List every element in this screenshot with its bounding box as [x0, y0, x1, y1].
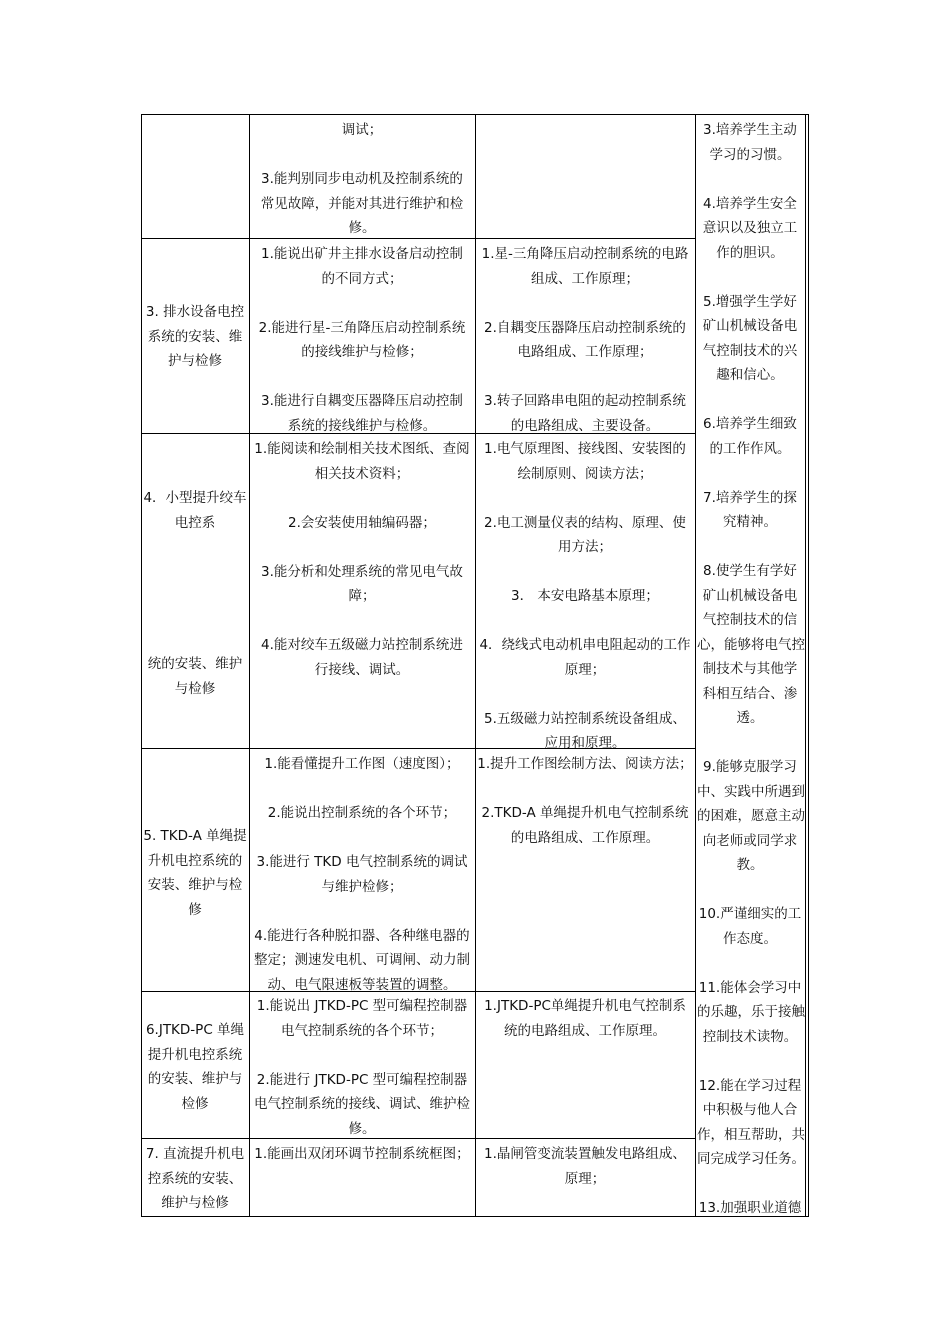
quality-gap — [697, 731, 803, 756]
quality-line: 科相互结合、渗 — [702, 685, 798, 702]
quality-gap — [697, 1172, 803, 1197]
row6-module-line: 控系统的安装、 — [147, 1170, 243, 1187]
row3-skills-line: 3.能分析和处理系统的常见电气故 — [261, 563, 463, 580]
row5-skills-line: 电气控制系统的接线、调试、维护检 — [254, 1096, 470, 1112]
row4-skills-gap — [251, 777, 473, 802]
quality-line: 12.能在学习过程 — [698, 1077, 802, 1094]
row5-knowledge-cell — [477, 994, 693, 1043]
row3-module-cell-bottom — [143, 652, 247, 701]
row2-knowledge-line: 组成、工作原理； — [531, 270, 639, 287]
row2-module-cell — [143, 300, 247, 374]
row3-knowledge-line: 4．绕线式电动机串电阻起动的工作 — [479, 637, 691, 653]
row4-module-line: 安装、维护与检 — [147, 877, 243, 893]
row4-skills-line: 整定；测速发电机、可调闸、动力制 — [254, 952, 470, 968]
row6-module-line: 7. 直流提升机电 — [145, 1146, 245, 1162]
row4-skills-line: 2.能说出控制系统的各个环节； — [267, 805, 457, 821]
quality-line: 6.培养学生细致 — [703, 416, 797, 432]
row3-knowledge-line: 原理； — [564, 661, 606, 678]
quality-line: 制技术与其他学 — [702, 661, 798, 677]
row3-knowledge-gap — [477, 682, 693, 707]
row2-skills-gap — [251, 291, 473, 316]
quality-line: 13.加强职业道德 — [698, 1200, 802, 1216]
row1-skills-gap — [251, 143, 473, 168]
quality-line: 同完成学习任务。 — [697, 1151, 805, 1167]
row5-module-line: 6.JTKD-PC 单绳 — [145, 1022, 245, 1038]
row4-module-line: 5. TKD-A 单绳提 — [143, 828, 247, 844]
row5-skills-line: 修。 — [348, 1120, 376, 1137]
quality-line: 气控制技术的信 — [702, 612, 798, 628]
row4-skills-line: 4.能进行各种脱扣器、各种继电器的 — [254, 927, 470, 944]
row3-knowledge-line: 1.电气原理图、接线图、安装图的 — [484, 441, 686, 457]
row2-knowledge-line: 3.转子回路串电阻的起动控制系统 — [484, 393, 686, 409]
quality-objectives-cell — [697, 118, 803, 1221]
quality-line: 气控制技术的兴 — [702, 342, 798, 359]
row3-knowledge-line: 绘制原则、阅读方法； — [517, 465, 653, 482]
row3-knowledge-line: 3． 本安电路基本原理； — [511, 588, 659, 604]
quality-line: 11.能体会学习中 — [698, 979, 802, 996]
row3-module-cell-top — [143, 486, 247, 535]
quality-line: 的工作作风。 — [709, 440, 791, 457]
row5-knowledge-line: 统的电路组成、工作原理。 — [504, 1022, 666, 1039]
quality-gap — [697, 1049, 803, 1074]
col-divider-1 — [249, 114, 250, 1217]
row2-module-line: 3. 排水设备电控 — [145, 304, 245, 320]
row2-skills-line: 3.能进行自耦变压器降压启动控制 — [261, 393, 463, 409]
quality-gap — [697, 388, 803, 413]
quality-line: 控制技术读物。 — [702, 1028, 798, 1045]
row3-knowledge-line: 应用和原理。 — [544, 735, 626, 751]
quality-line: 中、实践中所遇到 — [697, 783, 805, 800]
row3-module-line: 4．小型提升绞车 — [143, 490, 247, 506]
row4-knowledge-line: 的电路组成、工作原理。 — [510, 829, 660, 846]
row3-skills-line: 4.能对绞车五级磁力站控制系统进 — [261, 637, 463, 653]
quality-gap — [697, 265, 803, 290]
table-border-left — [141, 114, 142, 1217]
col-divider-2 — [475, 114, 476, 1217]
row4-skills-line: 与维护检修； — [321, 878, 403, 895]
row2-knowledge-line: 2.自耦变压器降压启动控制系统的 — [484, 319, 686, 336]
row2-skills-line: 的接线维护与检修； — [301, 344, 423, 360]
table-border-right — [805, 114, 806, 1217]
row4-module-line: 修 — [188, 901, 202, 918]
row2-knowledge-cell — [477, 242, 693, 438]
quality-line: 学习的习惯。 — [709, 146, 791, 163]
row3-module-line: 统的安装、维护 — [147, 656, 243, 672]
quality-gap — [697, 951, 803, 976]
row3-knowledge-cell — [477, 437, 693, 756]
quality-line: 4.培养学生安全 — [703, 195, 797, 212]
row6-module-line: 维护与检修 — [161, 1195, 229, 1211]
row5-skills-line: 电气控制系统的各个环节； — [281, 1022, 443, 1039]
row4-knowledge-cell — [477, 752, 693, 850]
row1-skills-line: 修。 — [348, 220, 376, 236]
row3-module-line: 电控系 — [174, 514, 216, 531]
quality-line: 心，能够将电气控 — [697, 636, 805, 653]
row2-skills-line: 的不同方式； — [321, 270, 403, 287]
row4-skills-line: 动、电气限速板等装置的调整。 — [267, 976, 457, 993]
row6-knowledge-line: 原理； — [564, 1170, 606, 1187]
quality-gap — [697, 167, 803, 192]
quality-line: 作的胆识。 — [716, 244, 784, 261]
row2-skills-line: 系统的接线维护与检修。 — [287, 417, 437, 434]
row1-skills-cell — [251, 118, 473, 241]
quality-line: 矿山机械设备电 — [702, 318, 798, 334]
row2-skills-gap — [251, 365, 473, 390]
row1-skills-line: 3.能判别同步电动机及控制系统的 — [261, 171, 463, 187]
row3-skills-gap — [251, 486, 473, 511]
row4-skills-gap — [251, 899, 473, 924]
row4-module-line: 升机电控系统的 — [147, 852, 243, 869]
quality-line: 8.使学生有学好 — [703, 563, 797, 579]
quality-line: 10.严谨细实的工 — [698, 906, 802, 922]
quality-line: 5.增强学生学好 — [703, 293, 797, 310]
row5-skills-line: 1.能说出 JTKD-PC 型可编程控制器 — [256, 998, 468, 1014]
row3-knowledge-line: 用方法； — [558, 539, 612, 555]
row2-module-line: 护与检修 — [168, 353, 222, 369]
quality-line: 的困难，愿意主动 — [697, 808, 805, 824]
row4-skills-gap — [251, 826, 473, 851]
row5-skills-cell — [251, 994, 473, 1141]
row3-knowledge-gap — [477, 486, 693, 511]
row4-knowledge-line: 1.提升工作图绘制方法、阅读方法； — [477, 756, 693, 772]
row3-skills-gap — [251, 609, 473, 634]
row6-knowledge-line: 1.晶闸管变流装置触发电路组成、 — [484, 1146, 686, 1162]
row5-module-line: 的安装、维护与 — [147, 1071, 243, 1087]
quality-gap — [697, 535, 803, 560]
row4-skills-line: 1.能看懂提升工作图（速度图）； — [264, 756, 460, 772]
row1-skills-line: 调试； — [341, 122, 383, 138]
row6-skills-line: 1.能画出双闭环调节控制系统框图； — [254, 1146, 470, 1162]
quality-gap — [697, 461, 803, 486]
quality-line: 矿山机械设备电 — [702, 587, 798, 604]
row4-skills-line: 3.能进行 TKD 电气控制系统的调试 — [256, 854, 468, 870]
row5-knowledge-line: 1.JTKD-PC单绳提升机电气控制系 — [484, 998, 686, 1014]
quality-line: 向老师或同学求 — [702, 832, 798, 849]
row3-knowledge-line: 5.五级磁力站控制系统设备组成、 — [484, 710, 686, 727]
row5-skills-line: 2.能进行 JTKD-PC 型可编程控制器 — [256, 1071, 468, 1088]
row2-knowledge-line: 1.星-三角降压启动控制系统的电路 — [481, 246, 689, 262]
quality-line: 究精神。 — [723, 514, 777, 530]
row2-knowledge-gap — [477, 291, 693, 316]
quality-line: 教。 — [736, 857, 764, 873]
row2-skills-cell — [251, 242, 473, 438]
row3-knowledge-line: 2.电工测量仪表的结构、原理、使 — [484, 514, 686, 531]
row3-skills-cell — [251, 437, 473, 682]
row1-skills-line: 常见故障，并能对其进行维护和检 — [260, 195, 464, 212]
row2-knowledge-gap — [477, 365, 693, 390]
row2-knowledge-line: 的电路组成、主要设备。 — [510, 417, 660, 434]
row3-skills-line: 行接线、调试。 — [314, 661, 410, 678]
row5-module-line: 检修 — [181, 1095, 209, 1112]
row6-skills-cell — [251, 1142, 473, 1167]
row3-skills-line: 障； — [348, 588, 376, 604]
quality-line: 趣和信心。 — [716, 367, 784, 383]
row4-module-cell — [143, 824, 247, 922]
row3-skills-gap — [251, 535, 473, 560]
quality-line: 7.培养学生的探 — [703, 489, 797, 506]
row5-module-cell — [143, 1018, 247, 1116]
quality-line: 中积极与他人合 — [702, 1102, 798, 1118]
row2-skills-line: 2.能进行星-三角降压启动控制系统 — [258, 319, 466, 336]
col-divider-3 — [695, 114, 696, 1217]
row5-skills-gap — [251, 1043, 473, 1068]
row4-knowledge-gap — [477, 777, 693, 802]
row3-knowledge-gap — [477, 560, 693, 585]
quality-line: 透。 — [736, 710, 764, 726]
row3-module-line: 与检修 — [174, 680, 216, 697]
row2-module-line: 系统的安装、维 — [147, 328, 243, 345]
row3-knowledge-gap — [477, 609, 693, 634]
row3-skills-line: 相关技术资料； — [314, 465, 410, 482]
row2-knowledge-line: 电路组成、工作原理； — [517, 344, 653, 360]
quality-line: 意识以及独立工 — [702, 220, 798, 236]
row3-skills-line: 2.会安装使用轴编码器； — [288, 514, 436, 531]
quality-gap — [697, 878, 803, 903]
quality-line: 作，相互帮助，共 — [697, 1126, 805, 1143]
row5-module-line: 提升机电控系统 — [147, 1046, 243, 1063]
row6-knowledge-cell — [477, 1142, 693, 1191]
quality-line: 作态度。 — [723, 930, 777, 947]
table-border-right-double — [808, 114, 809, 1217]
quality-line: 3.培养学生主动 — [703, 122, 797, 138]
row6-module-cell — [143, 1142, 247, 1216]
row2-skills-line: 1.能说出矿井主排水设备启动控制 — [261, 246, 463, 262]
row4-skills-cell — [251, 752, 473, 997]
quality-line: 9.能够克服学习 — [703, 759, 797, 775]
row4-knowledge-line: 2.TKD-A 单绳提升机电气控制系统 — [481, 805, 689, 821]
quality-line: 的乐趣，乐于接触 — [697, 1004, 805, 1020]
row3-skills-line: 1.能阅读和绘制相关技术图纸、查阅 — [254, 441, 470, 457]
